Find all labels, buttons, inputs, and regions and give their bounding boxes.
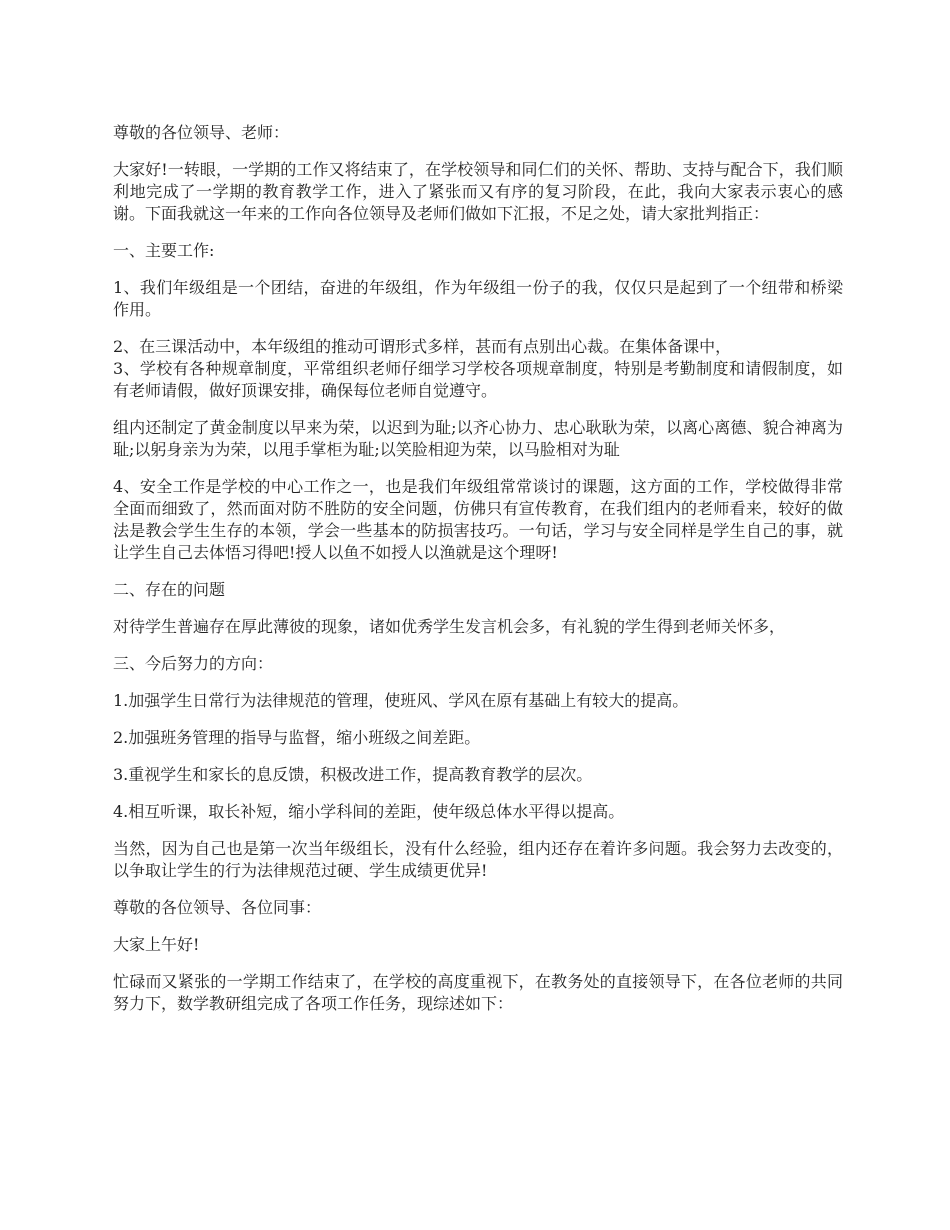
work-item-3: 3、学校有各种规章制度，平常组织老师仔细学习学校各项规章制度，特别是考勤制度和请假制度，如有老师请假，做好顶课安排，确保每位老师自觉遵守。 bbox=[113, 359, 843, 400]
document-page bbox=[113, 122, 843, 1030]
section-heading-main-work: 一、主要工作: bbox=[113, 241, 215, 260]
salutation-leaders-colleagues: 尊敬的各位领导、各位同事： bbox=[113, 898, 322, 917]
future-item-2: 2.加强班务管理的指导与监督，缩小班级之间差距。 bbox=[113, 728, 481, 747]
opening-paragraph: 大家好!一转眼，一学期的工作又将结束了，在学校领导和同仁们的关怀、帮助、支持与配合下，我们顺利地完成了一学期的教育教学工作，进入了紧张而又有序的复习阶段，在此，我向大家表示衷心的感谢。下面我就这一年来的工作向各位领导及老师们做如下汇报，不足之处，请大家批判指正： bbox=[113, 160, 843, 223]
closing-paragraph: 当然，因为自己也是第一次当年级组长，没有什么经验，组内还存在着许多问题。我会努力去改变的，以争取让学生的行为法律规范过硬、学生成绩更优异! bbox=[113, 839, 843, 880]
golden-rules-paragraph: 组内还制定了黄金制度以早来为荣，以迟到为耻;以齐心协力、忠心耿耿为荣，以离心离德、貌合神离为耻;以躬身亲为为荣，以甩手掌柜为耻;以笑脸相迎为荣，以马脸相对为耻 bbox=[113, 418, 843, 459]
future-item-3: 3.重视学生和家长的息反馈，积极改进工作，提高教育教学的层次。 bbox=[113, 765, 593, 784]
problems-paragraph: 对待学生普遍存在厚此薄彼的现象，诸如优秀学生发言机会多，有礼貌的学生得到老师关怀多， bbox=[113, 617, 786, 636]
section-heading-problems: 二、存在的问题 bbox=[113, 580, 226, 599]
future-item-1: 1.加强学生日常行为法律规范的管理，使班风、学风在原有基础上有较大的提高。 bbox=[113, 691, 689, 710]
greeting-good-morning: 大家上午好! bbox=[113, 935, 200, 954]
salutation-leaders-teachers: 尊敬的各位领导、老师： bbox=[113, 123, 290, 142]
work-item-1: 1、我们年级组是一个团结，奋进的年级组，作为年级组一份子的我，仅仅只是起到了一个纽带和桥梁作用。 bbox=[113, 278, 843, 319]
math-group-summary-intro: 忙碌而又紧张的一学期工作结束了，在学校的高度重视下，在教务处的直接领导下，在各位老师的共同努力下，数学教研组完成了各项工作任务，现综述如下： bbox=[113, 972, 843, 1013]
future-item-4: 4.相互听课，取长补短，缩小学科间的差距，使年级总体水平得以提高。 bbox=[113, 802, 625, 821]
work-item-2: 2、在三课活动中，本年级组的推动可谓形式多样，甚而有点别出心裁。在集体备课中， bbox=[113, 337, 732, 356]
section-heading-future: 三、今后努力的方向： bbox=[113, 654, 274, 673]
work-item-4: 4、安全工作是学校的中心工作之一，也是我们年级组常常谈讨的课题，这方面的工作，学校做得非常全面而细致了，然而面对防不胜防的安全问题，仿佛只有宣传教育，在我们组内的老师看来，较好的做法是教会学生生存的本领，学会一些基本的防损害技巧。一句话，学习与安全同样是学生自己的事，就让学生自己去体悟习得吧!授人以鱼不如授人以渔就是这个理呀! bbox=[113, 477, 843, 562]
